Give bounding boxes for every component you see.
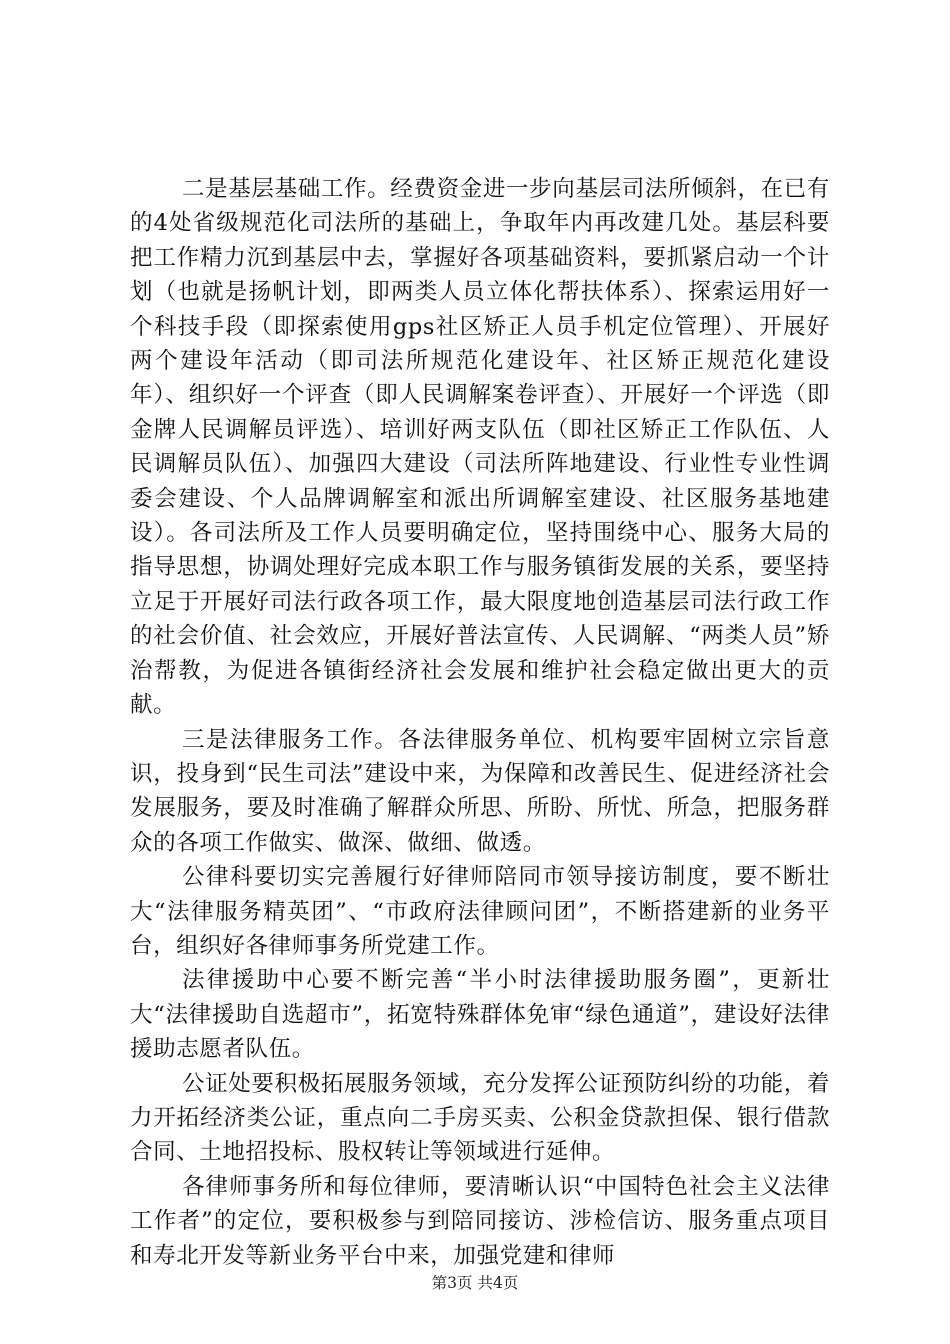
page-number-footer: 第3页 共4页: [431, 1274, 519, 1292]
paragraph-grassroots-work: 二是基层基础工作。经费资金进一步向基层司法所倾斜，在已有的4处省级规范化司法所的基础上，争取年内再改建几处。基层科要把工作精力沉到基层中去，掌握好各项基础资料，要抓紧启动一个计划（也就是扬帆计划，即两类人员立体化帮扶体系）、探索运用好一个科技手段（即探索使用gps社区矫正人员手机定位管理）、开展好两个建设年活动（即司法所规范化建设年、社区矫正规范化建设年）、组织好一个评查（即人民调解案卷评查）、开展好一个评选（即金牌人民调解员评选）、培训好两支队伍（即社区矫正工作队伍、人民调解员队伍）、加强四大建设（司法所阵地建设、行业性专业性调委会建设、个人品牌调解室和派出所调解室建设、社区服务基地建设）。各司法所及工作人员要明确定位，坚持围绕中心、服务大局的指导思想，协调处理好完成本职工作与服务镇街发展的关系，要坚持立足于开展好司法行政各项工作，最大限度地创造基层司法行政工作的社会价值、社会效应，开展好普法宣传、人民调解、“两类人员”矫治帮教，为促进各镇街经济社会发展和维护社会稳定做出更大的贡献。: [130, 176, 830, 719]
paragraph-law-firms: 各律师事务所和每位律师，要清晰认识“中国特色社会主义法律工作者”的定位，要积极参与到陪同接访、涉检信访、服务重点项目和寿北开发等新业务平台中来，加强党建和律师: [130, 1173, 830, 1269]
paragraph-legal-aid-center: 法律援助中心要不断完善“半小时法律援助服务圈”，更新壮大“法律援助自选超市”，拓宽特殊群体免审“绿色通道”，建设好法律援助志愿者队伍。: [130, 967, 830, 1063]
paragraph-notary-office: 公证处要积极拓展服务领域，充分发挥公证预防纠纷的功能，着力开拓经济类公证，重点向二手房买卖、公积金贷款担保、银行借款合同、土地招投标、股权转让等领域进行延伸。: [130, 1070, 830, 1166]
paragraph-lawyer-section: 公律科要切实完善履行好律师陪同市领导接访制度，要不断壮大“法律服务精英团”、“市政府法律顾问团”，不断搭建新的业务平台，组织好各律师事务所党建工作。: [130, 864, 830, 959]
paragraph-legal-services: 三是法律服务工作。各法律服务单位、机构要牢固树立宗旨意识，投身到“民生司法”建设中来，为保障和改善民生、促进经济社会发展服务，要及时准确了解群众所思、所盼、所忧、所急，把服务群众的各项工作做实、做深、做细、做透。: [130, 726, 830, 856]
body-text: [130, 172, 830, 1273]
